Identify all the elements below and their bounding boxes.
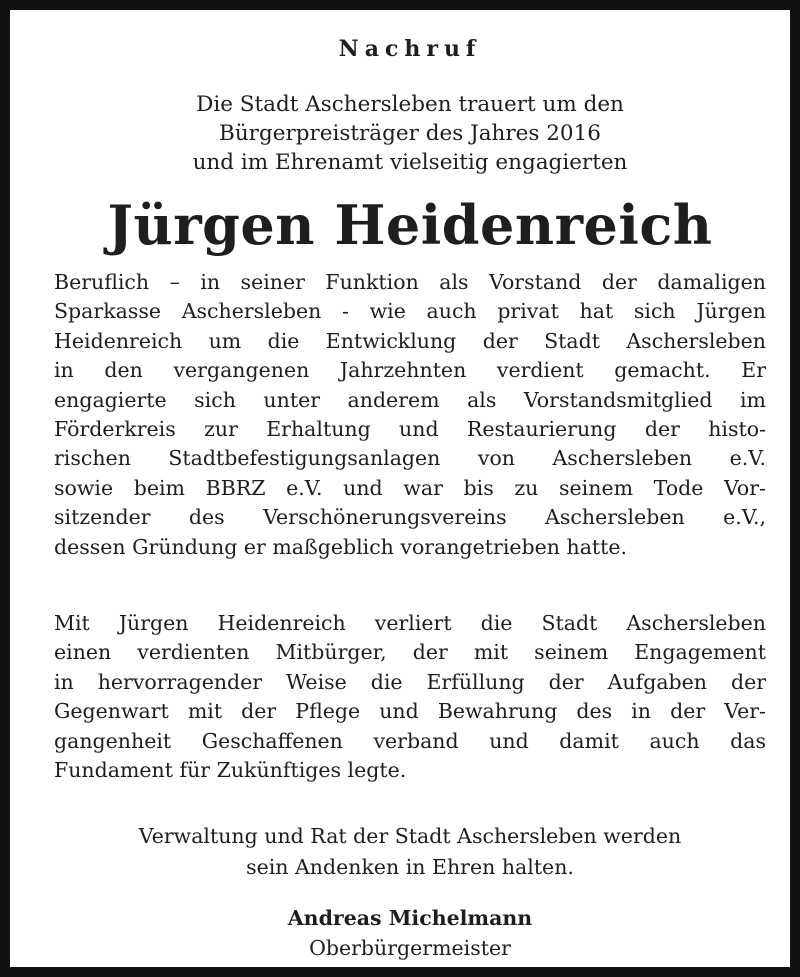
intro-line: Bürgerpreisträger des Jahres 2016 [219,121,601,146]
intro-line: Die Stadt Aschersleben trauert um den [196,92,624,117]
signature-block [10,903,800,963]
paragraph-line: Sparkasse Aschersleben - wie auch privat hat sich Jürgen [54,299,766,324]
paragraph-line: rischen Stadtbefestigungsanlagen von Aschersleben e.V. [54,446,766,471]
signer-title: Oberbürgermeister [309,936,511,960]
paragraph-line: Förderkreis zur Erhaltung und Restaurierung der histo- [54,417,766,442]
paragraph-line: sowie beim BBRZ e.V. und war bis zu seinem Tode Vor- [54,475,766,500]
closing-line: sein Andenken in Ehren halten. [246,855,574,879]
closing-text [10,821,800,883]
paragraph-line: Heidenreich um die Entwicklung der Stadt Aschersleben [54,328,766,353]
paragraph-tribute [54,609,766,785]
paragraph-line: Mit Jürgen Heidenreich verliert die Stadt Aschersleben [54,611,766,635]
intro-text [10,90,800,177]
paragraph-line: in den vergangenen Jahrzehnten verdient gemacht. Er [54,358,766,383]
paragraph-line: einen verdienten Mitbürger, der mit seinem Engagement [54,640,766,665]
deceased-name: Jürgen Heidenreich [107,193,713,257]
obituary-heading: Nachruf [338,36,482,62]
paragraph-line: Fundament für Zukünftiges legte. [54,758,407,783]
signer-name: Andreas Michelmann [287,906,533,930]
paragraph-line: dessen Gründung er maßgeblich vorangetrieben hatte. [54,534,628,559]
paragraph-line: in hervorragender Weise die Erfüllung der Aufgaben der [54,669,766,694]
paragraph-line: engagierte sich unter anderem als Vorstandsmitglied im [54,387,766,412]
closing-line: Verwaltung und Rat der Stadt Aschersleben werden [138,824,682,848]
paragraph-line: gangenheit Geschaffenen verband und damit auch das [54,728,766,753]
paragraph-line: Beruflich – in seiner Funktion als Vorstand der damaligen [54,270,766,294]
intro-line: und im Ehrenamt vielseitig engagierten [192,150,628,175]
paragraph-line: sitzender des Verschönerungsvereins Aschersleben e.V., [54,505,766,530]
paragraph-career [54,268,766,562]
paragraph-line: Gegenwart mit der Pflege und Bewahrung des in der Ver- [54,699,766,724]
